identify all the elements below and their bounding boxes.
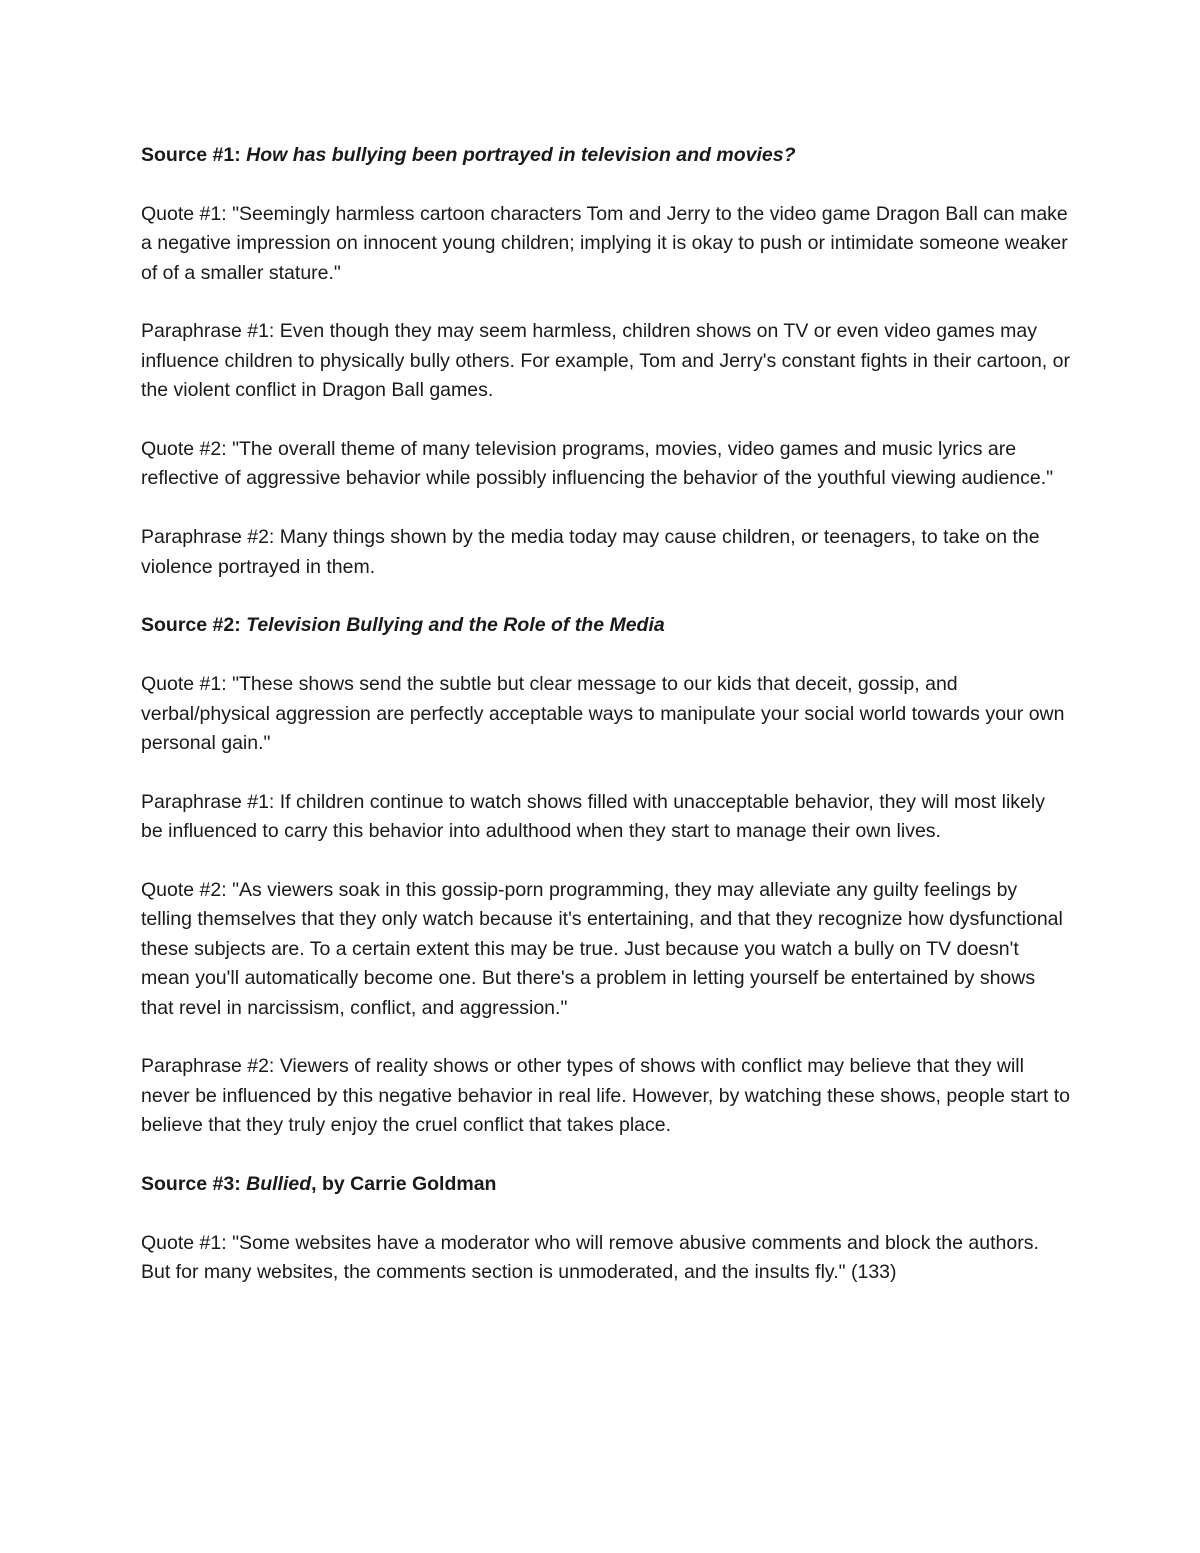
source-2-quote-1: Quote #1: "These shows send the subtle but clear message to our kids that deceit, gossip, and verbal/physical aggression are perfectly acceptable ways to manipulate your social world towards your own personal gain." [141, 673, 1065, 755]
source-label: Source #1: [141, 144, 247, 166]
source-2-quote-2: Quote #2: "As viewers soak in this gossip-porn programming, they may alleviate any guilty feelings by telling themselves that they only watch because it's entertaining, and that they recognize how dysfunctional these subjects are. To a certain extent this may be true. Just because you watch a bully on TV doesn't mean you'll automatically become one. But there's a problem in letting yourself be entertained by shows that revel in narcissism, conflict, and aggression." [141, 879, 1063, 1019]
source-3-quote-1: Quote #1: "Some websites have a moderator who will remove abusive comments and block the authors. But for many websites, the comments section is unmoderated, and the insults fly." (133) [141, 1231, 1039, 1284]
source-title: Television Bullying and the Role of the Media [246, 614, 665, 637]
source-1-paraphrase-2: Paraphrase #2: Many things shown by the media today may cause children, or teenagers, to take on the violence portrayed in them. [141, 526, 1040, 578]
source-title: How has bullying been portrayed in television and movies? [246, 144, 796, 166]
source-3-heading [141, 1170, 1071, 1199]
source-title: Bullied [246, 1173, 312, 1196]
source-1-quote-1: Quote #1: "Seemingly harmless cartoon characters Tom and Jerry to the video game Dragon Ball can make a negative impression on innocent young children; implying it is okay to push or intimidate someone weaker of of a smaller stature." [141, 202, 1068, 284]
document-page [141, 141, 1071, 1317]
source-2-heading [141, 611, 1071, 640]
source-2-paraphrase-1: Paraphrase #1: If children continue to watch shows filled with unacceptable behavior, they will most likely be influenced to carry this behavior into adulthood when they start to manage their own lives. [141, 790, 1045, 843]
source-label: Source #2: [141, 614, 247, 637]
source-2-paraphrase-2: Paraphrase #2: Viewers of reality shows or other types of shows with conflict may believe that they will never be influenced by this negative behavior in real life. However, by watching these shows, people start to believe that they truly enjoy the cruel conflict that takes place. [141, 1055, 1070, 1137]
source-1-heading [141, 141, 1071, 170]
source-1-paraphrase-1: Paraphrase #1: Even though they may seem harmless, children shows on TV or even video games may influence children to physically bully others. For example, Tom and Jerry's constant fights in their cartoon, or the violent conflict in Dragon Ball games. [141, 320, 1070, 402]
source-1-quote-2: Quote #2: "The overall theme of many television programs, movies, video games and music lyrics are reflective of aggressive behavior while possibly influencing the behavior of the youthful viewing audience." [141, 438, 1054, 490]
source-label: Source #3: [141, 1173, 247, 1196]
source-title-suffix: , by Carrie Goldman [311, 1173, 497, 1196]
